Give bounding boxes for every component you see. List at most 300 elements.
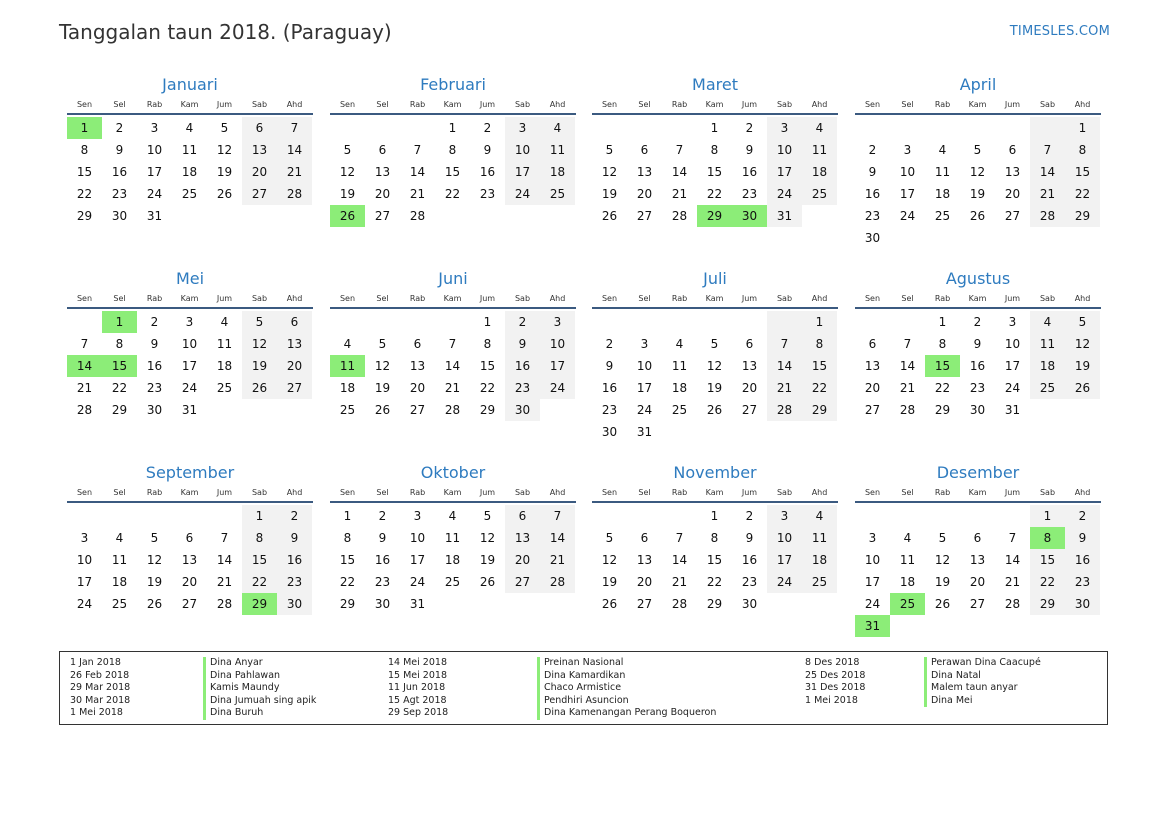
month-april (855, 73, 1101, 249)
day-grid (330, 117, 576, 227)
empty-cell (1030, 615, 1065, 637)
day-cell: 18 (339, 381, 356, 395)
holiday-name: Pendhiri Asuncion (537, 695, 716, 708)
weekday-label: Rab (409, 100, 426, 109)
day-cell: 4 (802, 505, 837, 527)
weekday-label: Rab (671, 294, 688, 303)
month-maret (592, 73, 838, 227)
day-cell: 19 (706, 381, 723, 395)
weekday-label: Sen (76, 294, 93, 303)
day-cell: 7 (903, 337, 912, 351)
month-januari (67, 73, 313, 227)
day-cell: 6 (973, 531, 982, 545)
day-cell: 15 (706, 553, 723, 567)
weekday-header (592, 485, 838, 503)
day-cell: 7 (675, 143, 684, 157)
weekday-label: Sel (376, 100, 389, 109)
day-cell: 10 (636, 359, 653, 373)
day-cell: 12 (479, 531, 496, 545)
day-cell: 16 (277, 549, 312, 571)
day-cell: 14 (1030, 161, 1065, 183)
day-cell: 5 (1065, 311, 1100, 333)
empty-cell (627, 117, 662, 139)
day-cell: 14 (767, 355, 802, 377)
day-cell: 13 (242, 139, 277, 161)
day-cell: 31 (409, 597, 426, 611)
day-cell: 20 (409, 381, 426, 395)
empty-cell (470, 593, 505, 615)
holiday-name: Perawan Dina Caacupé (924, 657, 1041, 670)
day-cell: 12 (969, 165, 986, 179)
empty-cell (732, 421, 767, 443)
empty-cell (925, 117, 960, 139)
day-cell: 17 (899, 187, 916, 201)
day-cell: 31 (636, 425, 653, 439)
weekday-label: Ahd (549, 294, 566, 303)
day-cell: 15 (1030, 549, 1065, 571)
weekday-label: Sen (864, 294, 881, 303)
day-cell: 6 (1008, 143, 1017, 157)
day-grid (67, 311, 313, 421)
day-grid (855, 505, 1101, 637)
day-cell: 8 (938, 337, 947, 351)
empty-cell (662, 421, 697, 443)
day-cell: 27 (181, 597, 198, 611)
empty-cell (890, 227, 925, 249)
day-cell: 22 (1065, 183, 1100, 205)
day-cell: 20 (277, 355, 312, 377)
day-cell: 2 (115, 121, 124, 135)
day-cell: 4 (115, 531, 124, 545)
day-cell: 8 (802, 333, 837, 355)
weekday-label: Sab (1039, 488, 1056, 497)
empty-cell (207, 505, 242, 527)
day-cell: 11 (802, 139, 837, 161)
month-name: Oktober (420, 463, 486, 482)
day-cell: 11 (802, 527, 837, 549)
month-name: Januari (162, 75, 218, 94)
empty-cell (802, 421, 837, 443)
weekday-label: Jum (741, 294, 758, 303)
empty-cell (627, 311, 662, 333)
day-cell: 5 (605, 143, 614, 157)
day-cell: 4 (903, 531, 912, 545)
day-cell: 24 (1004, 381, 1021, 395)
day-cell: 9 (150, 337, 159, 351)
day-cell: 9 (277, 527, 312, 549)
day-cell: 16 (146, 359, 163, 373)
day-cell: 24 (76, 597, 93, 611)
empty-cell (995, 505, 1030, 527)
day-cell: 24 (636, 403, 653, 417)
day-cell: 16 (374, 553, 391, 567)
day-cell: 8 (80, 143, 89, 157)
weekday-label: Ahd (286, 100, 303, 109)
empty-cell (995, 227, 1030, 249)
month-februari (330, 73, 576, 227)
empty-cell (960, 117, 995, 139)
day-cell: 21 (767, 377, 802, 399)
weekday-label: Rab (409, 488, 426, 497)
weekday-label: Sel (113, 488, 126, 497)
day-cell: 25 (890, 593, 925, 615)
weekday-label: Sen (601, 294, 618, 303)
day-cell: 24 (505, 183, 540, 205)
day-cell: 30 (732, 205, 767, 227)
day-cell: 24 (864, 597, 881, 611)
weekday-header (592, 97, 838, 115)
weekday-label: Sel (638, 100, 651, 109)
day-cell: 2 (745, 121, 754, 135)
day-cell: 27 (864, 403, 881, 417)
day-cell: 27 (969, 597, 986, 611)
day-cell: 29 (242, 593, 277, 615)
day-cell: 16 (601, 381, 618, 395)
day-grid (855, 311, 1101, 421)
weekday-label: Kam (705, 294, 724, 303)
empty-cell (732, 311, 767, 333)
weekday-label: Sel (901, 488, 914, 497)
day-cell: 12 (706, 359, 723, 373)
day-cell: 18 (934, 187, 951, 201)
empty-cell (995, 117, 1030, 139)
weekday-header (330, 485, 576, 503)
weekday-header (855, 291, 1101, 309)
day-cell: 25 (802, 183, 837, 205)
day-cell: 10 (767, 139, 802, 161)
holiday-date: 25 Des 2018 (805, 669, 866, 681)
day-cell: 20 (636, 575, 653, 589)
weekday-label: Ahd (549, 100, 566, 109)
day-cell: 22 (1030, 571, 1065, 593)
day-cell: 5 (605, 531, 614, 545)
weekday-label: Sel (113, 100, 126, 109)
day-grid (855, 117, 1101, 249)
day-cell: 28 (540, 571, 575, 593)
day-cell: 12 (146, 553, 163, 567)
day-cell: 7 (220, 531, 229, 545)
day-cell: 4 (675, 337, 684, 351)
weekday-label: Sab (251, 488, 268, 497)
day-cell: 22 (706, 575, 723, 589)
day-cell: 19 (242, 355, 277, 377)
day-cell: 24 (181, 381, 198, 395)
day-cell: 17 (505, 161, 540, 183)
day-cell: 19 (969, 187, 986, 201)
weekday-label: Rab (671, 100, 688, 109)
weekday-label: Ahd (811, 488, 828, 497)
day-cell: 6 (242, 117, 277, 139)
day-cell: 17 (181, 359, 198, 373)
day-cell: 3 (767, 117, 802, 139)
day-cell: 17 (409, 553, 426, 567)
weekday-label: Sab (251, 294, 268, 303)
day-cell: 11 (1030, 333, 1065, 355)
day-cell: 22 (242, 571, 277, 593)
day-cell: 6 (745, 337, 754, 351)
weekday-label: Ahd (1074, 100, 1091, 109)
day-cell: 21 (671, 187, 688, 201)
day-grid (592, 117, 838, 227)
day-cell: 5 (483, 509, 492, 523)
day-cell: 18 (802, 161, 837, 183)
day-cell: 10 (146, 143, 163, 157)
day-cell: 2 (505, 311, 540, 333)
holiday-name: Dina Mei (924, 695, 1041, 708)
day-cell: 27 (1004, 209, 1021, 223)
day-cell: 7 (80, 337, 89, 351)
weekday-label: Kam (705, 100, 724, 109)
weekday-label: Sen (339, 294, 356, 303)
day-cell: 10 (409, 531, 426, 545)
day-cell: 23 (277, 571, 312, 593)
month-juli (592, 267, 838, 443)
day-cell: 12 (374, 359, 391, 373)
day-cell: 24 (767, 183, 802, 205)
weekday-label: Jum (1004, 294, 1021, 303)
holiday-date: 15 Agt 2018 (388, 694, 447, 706)
month-november (592, 461, 838, 615)
day-cell: 5 (242, 311, 277, 333)
weekday-label: Sel (376, 488, 389, 497)
day-cell: 28 (671, 209, 688, 223)
day-cell: 5 (378, 337, 387, 351)
day-cell: 3 (185, 315, 194, 329)
day-cell: 19 (601, 575, 618, 589)
day-cell: 17 (146, 165, 163, 179)
day-cell: 21 (409, 187, 426, 201)
day-cell: 22 (479, 381, 496, 395)
day-cell: 9 (483, 143, 492, 157)
day-cell: 19 (479, 553, 496, 567)
day-cell: 4 (1030, 311, 1065, 333)
day-cell: 8 (483, 337, 492, 351)
day-cell: 27 (277, 377, 312, 399)
empty-cell (1030, 117, 1065, 139)
day-cell: 29 (479, 403, 496, 417)
day-cell: 20 (969, 575, 986, 589)
weekday-label: Rab (934, 100, 951, 109)
day-cell: 10 (540, 333, 575, 355)
day-cell: 23 (146, 381, 163, 395)
weekday-label: Sen (601, 488, 618, 497)
month-name: Agustus (945, 269, 1011, 288)
day-cell: 26 (216, 187, 233, 201)
day-cell: 1 (802, 311, 837, 333)
day-cell: 23 (864, 209, 881, 223)
month-name: Juni (438, 269, 468, 288)
holiday-name: Dina Kamenangan Perang Boqueron (537, 707, 716, 720)
weekday-label: Sel (113, 294, 126, 303)
day-cell: 2 (868, 143, 877, 157)
day-cell: 15 (444, 165, 461, 179)
month-name: November (673, 463, 757, 482)
day-cell: 17 (767, 161, 802, 183)
day-cell: 23 (741, 187, 758, 201)
day-cell: 13 (864, 359, 881, 373)
day-cell: 16 (969, 359, 986, 373)
day-cell: 12 (601, 165, 618, 179)
day-cell: 5 (973, 143, 982, 157)
day-cell: 20 (505, 549, 540, 571)
day-cell: 31 (181, 403, 198, 417)
day-cell: 2 (378, 509, 387, 523)
day-cell: 4 (938, 143, 947, 157)
empty-cell (925, 615, 960, 637)
weekday-label: Rab (146, 294, 163, 303)
day-cell: 28 (277, 183, 312, 205)
empty-cell (802, 205, 837, 227)
legend-col3-dates (805, 657, 865, 707)
weekday-label: Kam (443, 100, 462, 109)
day-cell: 28 (1004, 597, 1021, 611)
day-cell: 18 (540, 161, 575, 183)
empty-cell (435, 593, 470, 615)
holiday-date: 14 Mei 2018 (388, 657, 447, 668)
day-cell: 15 (339, 553, 356, 567)
weekday-label: Sel (901, 294, 914, 303)
day-cell: 11 (899, 553, 916, 567)
empty-cell (697, 421, 732, 443)
holiday-date: 31 Des 2018 (805, 682, 866, 694)
day-cell: 3 (903, 143, 912, 157)
day-cell: 30 (111, 209, 128, 223)
day-cell: 1 (938, 315, 947, 329)
weekday-label: Rab (146, 488, 163, 497)
legend-col1-names (203, 657, 316, 720)
day-cell: 27 (374, 209, 391, 223)
day-cell: 3 (540, 311, 575, 333)
day-cell: 23 (479, 187, 496, 201)
weekday-label: Sen (864, 100, 881, 109)
empty-cell (767, 311, 802, 333)
day-cell: 10 (899, 165, 916, 179)
weekday-header (855, 97, 1101, 115)
day-cell: 29 (934, 403, 951, 417)
empty-cell (697, 311, 732, 333)
holiday-name: Chaco Armistice (537, 682, 716, 695)
day-cell: 20 (181, 575, 198, 589)
day-cell: 10 (767, 527, 802, 549)
day-cell: 18 (1030, 355, 1065, 377)
weekday-label: Jum (741, 488, 758, 497)
day-cell: 15 (102, 355, 137, 377)
day-cell: 25 (181, 187, 198, 201)
weekday-label: Jum (1004, 100, 1021, 109)
day-cell: 13 (741, 359, 758, 373)
weekday-label: Kam (180, 294, 199, 303)
day-cell: 26 (969, 209, 986, 223)
weekday-label: Sab (514, 100, 531, 109)
day-cell: 28 (899, 403, 916, 417)
day-cell: 14 (216, 553, 233, 567)
day-cell: 15 (925, 355, 960, 377)
day-cell: 25 (802, 571, 837, 593)
legend-col3-names (924, 657, 1041, 707)
day-cell: 8 (242, 527, 277, 549)
weekday-label: Kam (968, 294, 987, 303)
day-cell: 11 (181, 143, 198, 157)
day-cell: 8 (1065, 139, 1100, 161)
empty-cell (505, 205, 540, 227)
day-cell: 23 (969, 381, 986, 395)
day-cell: 14 (444, 359, 461, 373)
weekday-header (592, 291, 838, 309)
day-cell: 21 (1004, 575, 1021, 589)
empty-cell (470, 205, 505, 227)
weekday-label: Sen (339, 488, 356, 497)
weekday-label: Sab (776, 294, 793, 303)
day-cell: 3 (505, 117, 540, 139)
day-cell: 1 (710, 121, 719, 135)
day-cell: 25 (1030, 377, 1065, 399)
day-cell: 31 (146, 209, 163, 223)
holiday-name: Dina Kamardikan (537, 670, 716, 683)
day-cell: 27 (741, 403, 758, 417)
day-cell: 9 (1065, 527, 1100, 549)
day-cell: 21 (899, 381, 916, 395)
weekday-label: Sen (339, 100, 356, 109)
day-cell: 29 (1030, 593, 1065, 615)
weekday-label: Kam (180, 488, 199, 497)
day-cell: 10 (1004, 337, 1021, 351)
weekday-header (330, 97, 576, 115)
day-cell: 5 (343, 143, 352, 157)
day-cell: 21 (444, 381, 461, 395)
day-cell: 30 (374, 597, 391, 611)
holiday-date: 15 Mei 2018 (388, 669, 447, 681)
holiday-name: Dina Pahlawan (203, 670, 316, 683)
month-mei (67, 267, 313, 421)
day-cell: 19 (339, 187, 356, 201)
day-cell: 30 (741, 597, 758, 611)
holiday-name: Dina Anyar (203, 657, 316, 670)
day-cell: 14 (67, 355, 102, 377)
weekday-label: Sab (776, 488, 793, 497)
weekday-label: Ahd (811, 100, 828, 109)
day-cell: 18 (899, 575, 916, 589)
day-cell: 24 (409, 575, 426, 589)
empty-cell (435, 205, 470, 227)
day-cell: 15 (706, 165, 723, 179)
day-cell: 24 (540, 377, 575, 399)
day-cell: 31 (855, 615, 890, 637)
day-cell: 30 (601, 425, 618, 439)
day-cell: 25 (540, 183, 575, 205)
day-cell: 30 (277, 593, 312, 615)
day-cell: 9 (605, 359, 614, 373)
day-cell: 10 (76, 553, 93, 567)
day-cell: 2 (1065, 505, 1100, 527)
site-link[interactable]: TIMESLES.COM (1009, 24, 1110, 39)
day-cell: 12 (601, 553, 618, 567)
day-cell: 3 (150, 121, 159, 135)
day-cell: 7 (767, 333, 802, 355)
day-cell: 2 (973, 315, 982, 329)
day-grid (330, 505, 576, 615)
day-cell: 23 (505, 377, 540, 399)
day-cell: 1 (1065, 117, 1100, 139)
empty-cell (855, 117, 890, 139)
empty-cell (627, 505, 662, 527)
day-cell: 23 (374, 575, 391, 589)
day-cell: 29 (339, 597, 356, 611)
legend-col2-names (537, 657, 716, 720)
day-cell: 26 (1065, 377, 1100, 399)
day-cell: 24 (899, 209, 916, 223)
empty-cell (662, 117, 697, 139)
empty-cell (592, 117, 627, 139)
